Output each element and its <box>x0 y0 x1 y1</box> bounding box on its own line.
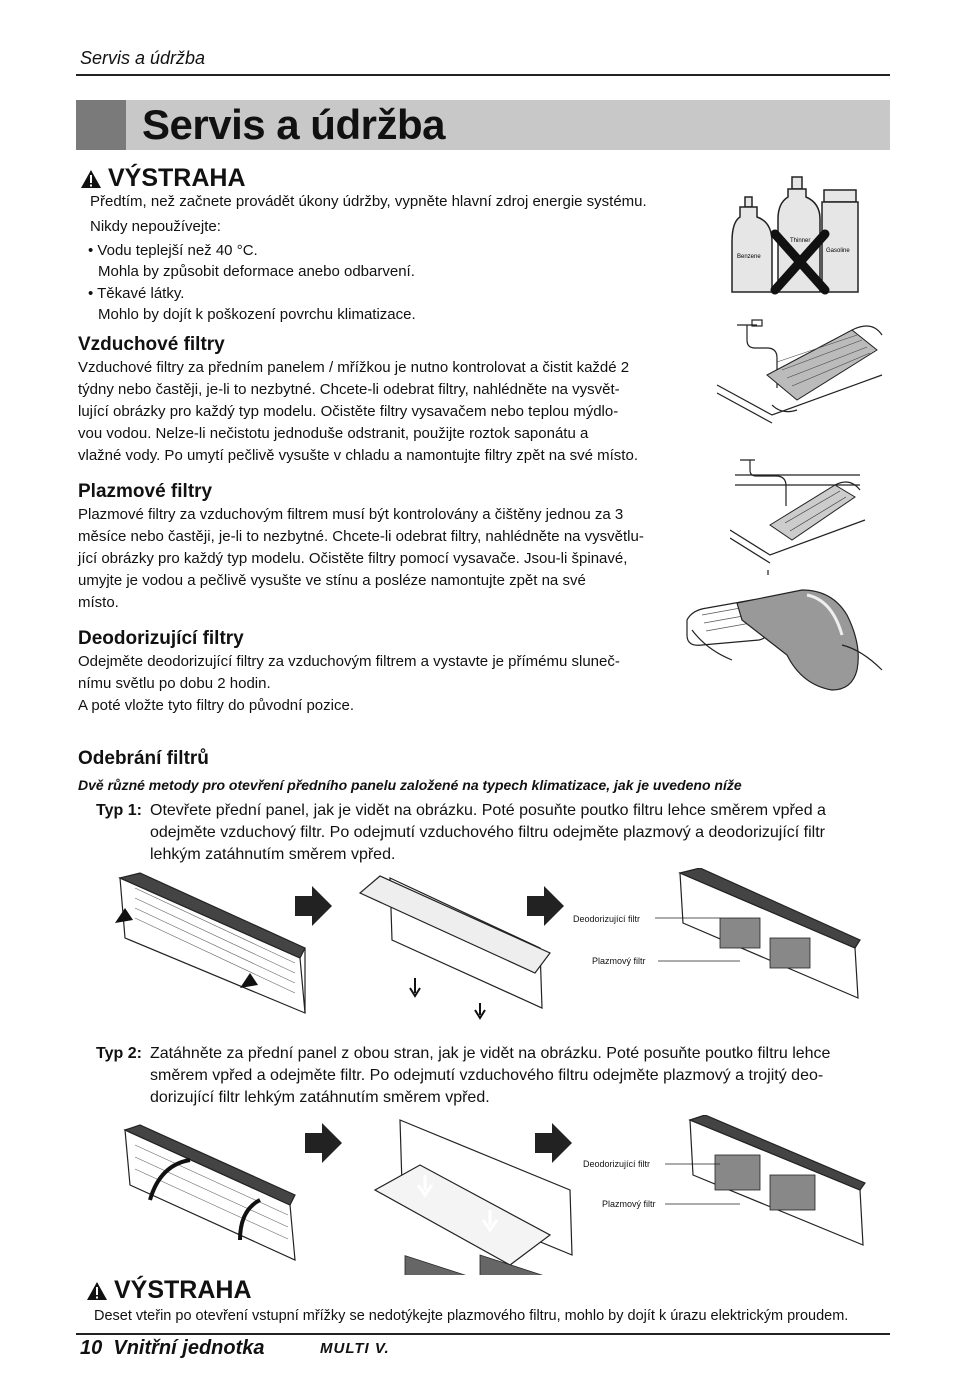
text-line: směrem vpřed a odejměte filtr. Po odejmutí vzduchového filtru odejměte plazmový a trojitý deo- <box>150 1067 824 1084</box>
text-line: Otevřete přední panel, jak je vidět na obrázku. Poté posuňte poutko filtru lehce směrem vpřed a <box>150 802 826 819</box>
section-text <box>78 651 698 717</box>
section-text <box>78 357 698 467</box>
bottle-label: Benzene <box>737 254 761 260</box>
warning-icon <box>80 169 102 189</box>
footer-text <box>80 1337 265 1360</box>
removal-subheading: Dvě různé metody pro otevření předního panelu založené na typech klimatizace, jak je uvedeno níže <box>78 777 742 793</box>
footer-rule <box>76 1333 890 1335</box>
section-plasma-filters <box>78 481 698 614</box>
type1-illustration-row <box>80 868 870 1028</box>
washing-air-filter-illustration <box>712 315 884 425</box>
bottle-label: Gasoline <box>826 248 850 254</box>
text-line: Odejměte deodorizující filtry za vzduchovým filtrem a vystavte je přímému sluneč- <box>78 653 620 670</box>
warning-item-detail: Mohla by způsobit deformace anebo odbarvení. <box>98 263 415 280</box>
text-line: dorizující filtr lehkým zatáhnutím směrem vpřed. <box>150 1089 490 1106</box>
vacuum-cleaning-illustration <box>682 585 886 695</box>
text-line: lehkým zatáhnutím směrem vpřed. <box>150 846 396 863</box>
section-heading: Deodorizující filtry <box>78 628 244 649</box>
arrow-right-icon <box>305 1123 342 1163</box>
text-line: jící obrázky pro každý typ modelu. Očistěte filtry pomocí vysavače. Jsou-li špinavé, <box>78 550 628 567</box>
text-line: nímu světlu po dobu 2 hodin. <box>78 675 271 692</box>
type-text <box>150 800 886 866</box>
warning-heading <box>86 1276 252 1305</box>
type1-instructions <box>96 800 886 866</box>
arrow-right-icon <box>527 886 564 926</box>
section-text <box>78 504 698 614</box>
section-heading: Vzduchové filtry <box>78 334 225 355</box>
section-air-filters <box>78 334 698 467</box>
arrow-right-icon <box>295 886 332 926</box>
warning-heading <box>80 164 246 193</box>
warning-item-title: • Těkavé látky. <box>88 285 185 302</box>
type-label: Typ 1: <box>96 802 142 819</box>
running-header: Servis a údržba <box>80 48 206 68</box>
washing-plasma-filter-illustration <box>730 445 870 575</box>
warning-item-detail: Mohlo by dojít k poškození povrchu klimatizace. <box>98 306 416 323</box>
callout-plasma-filter: Plazmový filtr <box>602 1199 656 1209</box>
text-line: A poté vložte tyto filtry do původní pozice. <box>78 697 354 714</box>
type2-instructions <box>96 1043 886 1109</box>
removal-heading: Odebrání filtrů <box>78 748 209 769</box>
footer-section: Vnitřní jednotka <box>113 1337 265 1359</box>
section-heading: Plazmové filtry <box>78 481 213 502</box>
warning-item <box>88 240 415 282</box>
warning-icon <box>86 1281 108 1301</box>
text-line: Vzduchové filtry za předním panelem / mřížkou je nutno kontrolovat a čistit každé 2 <box>78 359 630 376</box>
never-use-label: Nikdy nepoužívejte: <box>90 218 221 235</box>
warning-item-title: • Vodu teplejší než 40 °C. <box>88 242 258 259</box>
title-marker <box>76 100 126 150</box>
header-rule <box>76 74 890 76</box>
page-number: 10 <box>80 1337 103 1359</box>
bottle-label: Thinner <box>790 238 811 244</box>
type-text <box>150 1043 886 1109</box>
warning-heading-text: VÝSTRAHA <box>114 1276 252 1304</box>
volatile-substances-illustration <box>730 172 870 297</box>
arrow-right-icon <box>535 1123 572 1163</box>
text-line: měsíce nebo častěji, je-li to nezbytné. Chcete-li odebrat filtry, nahlédněte na vysvětlu- <box>78 528 644 545</box>
text-line: Plazmové filtry za vzduchovým filtrem musí být kontrolovány a čištěny jednou za 3 <box>78 506 624 523</box>
callout-deodorizing-filter: Deodorizující filtr <box>583 1159 651 1169</box>
text-line: umyjte je vodou a pečlivě vysušte ve stínu a posléze namontujte zpět na své <box>78 572 586 589</box>
text-line: místo. <box>78 594 119 611</box>
type2-illustration-row <box>80 1115 870 1275</box>
callout-plasma-filter: Plazmový filtr <box>592 956 646 966</box>
text-line: odejměte vzduchový filtr. Po odejmutí vzduchového filtru odejměte plazmový a deodorizující filtr <box>150 824 825 841</box>
text-line: týdny nebo častěji, je-li to nezbytné. Chcete-li odebrat filtry, nahlédněte na vysvět- <box>78 381 620 398</box>
title-bar <box>76 100 890 150</box>
page-title: Servis a údržba <box>142 101 445 148</box>
text-line: lující obrázky pro každý typ modelu. Očistěte filtry vysavačem nebo teplou mýdlo- <box>78 403 619 420</box>
type-label: Typ 2: <box>96 1045 142 1062</box>
text-line: Zatáhněte za přední panel z obou stran, jak je vidět na obrázku. Poté posuňte poutko filtru lehce <box>150 1045 831 1062</box>
section-deodorizing-filters <box>78 628 698 717</box>
multi-v-logo: MULTI V. <box>320 1340 390 1357</box>
callout-deodorizing-filter: Deodorizující filtr <box>573 914 641 924</box>
warning-heading-text: VÝSTRAHA <box>108 164 246 192</box>
warning-intro: Předtím, než začnete provádět úkony údržby, vypněte hlavní zdroj energie systému. <box>90 193 647 210</box>
text-line: vlažné vody. Po umytí pečlivě vysušte v chladu a namontujte filtry zpět na své místo. <box>78 447 638 464</box>
warning-item <box>88 283 416 325</box>
warning-electric-text: Deset vteřin po otevření vstupní mřížky se nedotýkejte plazmového filtru, mohlo by dojít k úrazu elektrickým proudem. <box>94 1308 849 1324</box>
text-line: vou vodou. Nelze-li nečistotu jednoduše odstranit, použijte roztok saponátu a <box>78 425 589 442</box>
